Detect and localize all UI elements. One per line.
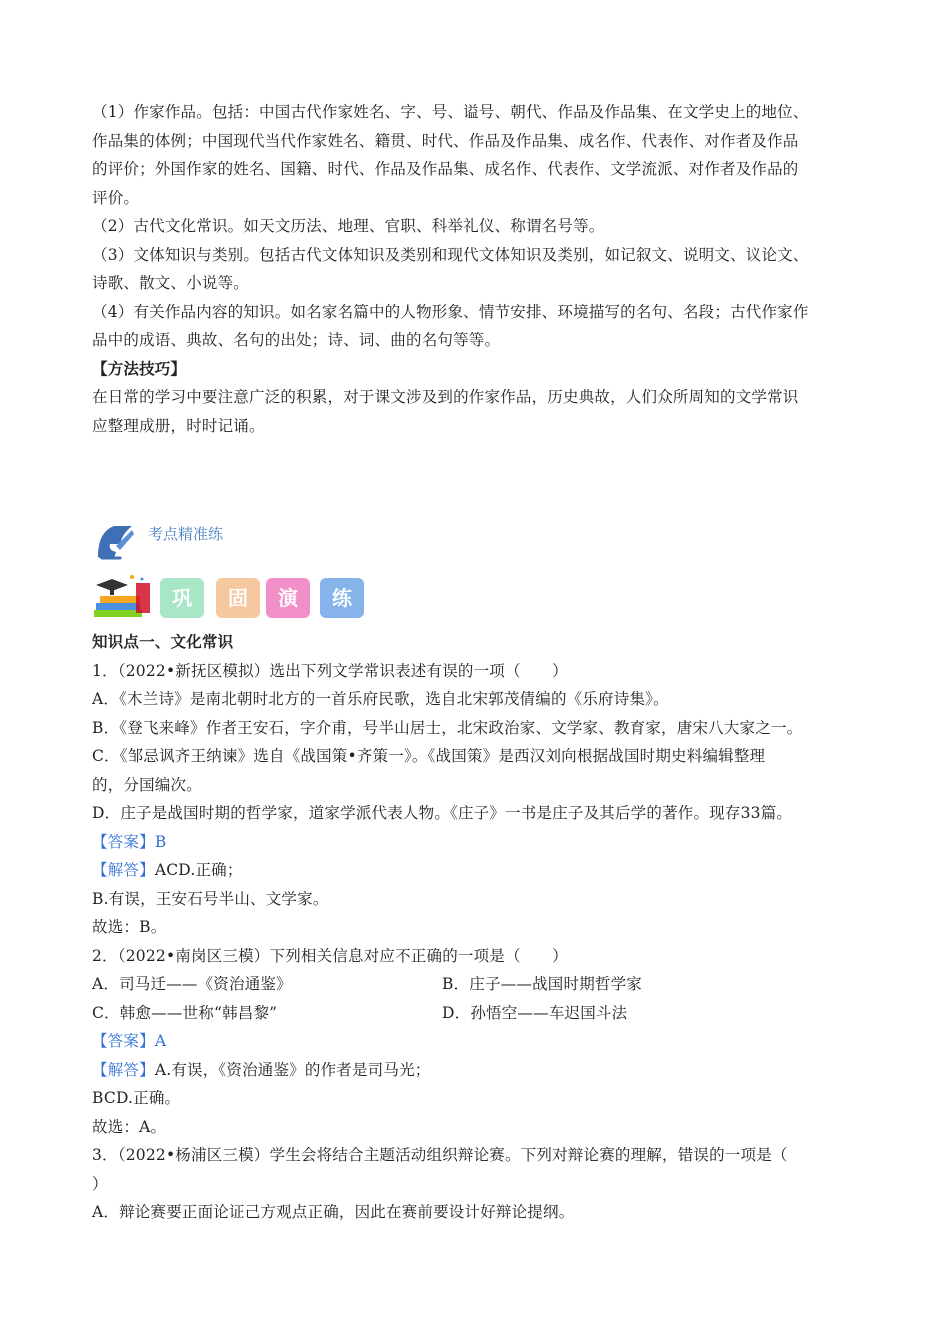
tile-lian: 练: [320, 578, 364, 618]
method-heading: 【方法技巧】: [92, 358, 187, 378]
q1-stem: 1．（2022•新抚区模拟）选出下列文学常识表述有误的一项（ ）: [92, 661, 568, 680]
q2-option-c: C．韩愈——世称“韩昌黎”: [92, 1003, 278, 1022]
intro-p1-line3: 的评价；外国作家的姓名、国籍、时代、作品及作品集、成名作、代表作、文学流派、对作者及作品的: [92, 160, 799, 178]
q1-analysis-line2: B.有误，王安石号半山、文学家。: [92, 889, 329, 908]
analysis-text: ACD.正确；: [154, 861, 243, 879]
intro-p1-line1: （1）作家作品。包括：中国古代作家姓名、字、号、谥号、朝代、作品及作品集、在文学史上的地位、: [92, 103, 809, 121]
intro-p1-line2: 作品集的体例；中国现代当代作家姓名、籍贯、时代、作品及作品集、成名作、代表作、对作者及作品: [92, 131, 799, 150]
intro-block: [92, 98, 862, 440]
q1-analysis: [92, 856, 872, 885]
tile-gong: 巩: [160, 578, 204, 618]
tile-yan: 演: [266, 578, 310, 618]
q1-option-d: D．庄子是战国时期的哲学家，道家学派代表人物。《庄子》一书是庄子及其后学的著作。现存33篇。: [92, 804, 793, 822]
q3-stem-line2: ）: [92, 1174, 108, 1193]
q2-stem: 2．（2022•南岗区三模）下列相关信息对应不正确的一项是（ ）: [92, 946, 568, 965]
q1-option-c-line2: 的，分国编次。: [92, 775, 202, 794]
answer-label: 【答案】: [92, 832, 155, 851]
q2-choice: 故选：A。: [92, 1117, 167, 1136]
pen-badge-icon: [92, 518, 138, 564]
intro-p3-line2: 诗歌、散文、小说等。: [92, 274, 250, 292]
q2-answer: [92, 1027, 872, 1056]
q2-option-b: B．庄子——战国时期哲学家: [442, 975, 642, 993]
method-line1: 在日常的学习中要注意广泛的积累，对于课文涉及到的作家作品，历史典故，人们众所周知的文学常识: [92, 388, 799, 406]
intro-p4-line1: （4）有关作品内容的知识。如名家名篇中的人物形象、情节安排、环境描写的名句、名段；古代作家作: [92, 302, 809, 321]
tile-gu: 固: [216, 578, 260, 618]
answer-label: 【答案】: [92, 1032, 155, 1050]
answer-value: A: [154, 1032, 167, 1050]
q2-options-row1: [92, 970, 872, 999]
q1-option-b: B．《登飞来峰》作者王安石，字介甫，号半山居士，北宋政治家、文学家、教育家，唐宋八大家之一。: [92, 718, 803, 737]
books-graduation-icon: [92, 573, 154, 619]
badge-title: 考点精准练: [148, 525, 224, 543]
intro-p3-line1: （3）文体知识与类别。包括古代文体知识及类别和现代文体知识及类别，如记叙文、说明文、议论文、: [92, 245, 809, 264]
q3-stem-line1: 3．（2022•杨浦区三模）学生会将结合主题活动组织辩论赛。下列对辩论赛的理解，错误的一项是（: [92, 1146, 788, 1164]
answer-value: B: [154, 832, 167, 851]
q1-answer: [92, 828, 872, 857]
intro-p1-line4: 评价。: [92, 188, 140, 207]
q1-choice: 故选：B。: [92, 918, 167, 936]
q1-option-c-line1: C．《邹忌讽齐王纳谏》选自《战国策•齐策一》。《战国策》是西汉刘向根据战国时期史料编辑整理: [92, 747, 766, 765]
intro-p4-line2: 品中的成语、典故、名句的出处；诗、词、曲的名句等等。: [92, 331, 501, 349]
intro-p2: （2）古代文化常识。如天文历法、地理、官职、科举礼仪、称谓名号等。: [92, 217, 605, 235]
analysis-text: A.有误，《资治通鉴》的作者是司马光；: [154, 1060, 431, 1079]
q3-option-a: A．辩论赛要正面论证己方观点正确，因此在赛前要设计好辩论提纲。: [92, 1203, 575, 1221]
q2-option-d: D．孙悟空——车迟国斗法: [442, 1003, 628, 1022]
section-heading: 知识点一、文化常识: [92, 632, 234, 651]
method-line2: 应整理成册，时时记诵。: [92, 416, 265, 435]
practice-badge: [92, 515, 492, 625]
knowledge-section: [92, 628, 872, 1227]
analysis-label: 【解答】: [92, 861, 155, 879]
q2-option-a: A．司马迁——《资治通鉴》: [92, 975, 292, 993]
analysis-label: 【解答】: [92, 1060, 155, 1079]
q2-analysis: [92, 1056, 872, 1085]
q1-option-a: A．《木兰诗》是南北朝时北方的一首乐府民歌，选自北宋郭茂倩编的《乐府诗集》。: [92, 690, 669, 708]
q2-analysis-line2: BCD.正确。: [92, 1089, 181, 1107]
q2-options-row2: [92, 999, 872, 1028]
